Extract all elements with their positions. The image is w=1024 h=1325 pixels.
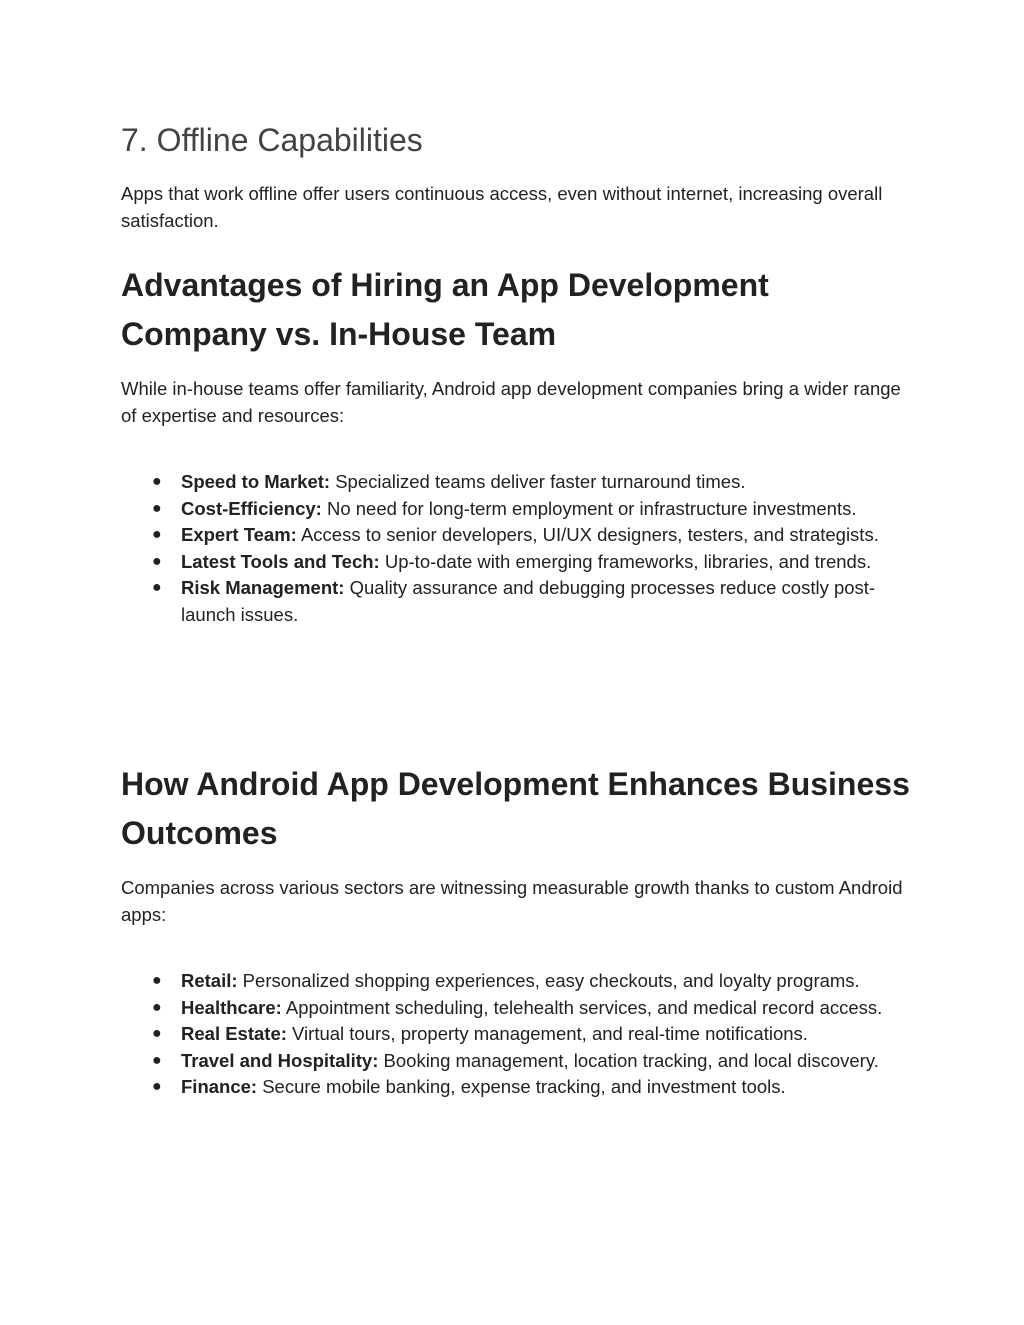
list-item: [121, 968, 911, 995]
list-item-term: Cost-Efficiency:: [181, 497, 322, 519]
list-item-term: Healthcare:: [181, 996, 282, 1018]
list-item-text: Virtual tours, property management, and real-time notifications.: [286, 1023, 808, 1044]
list-item-term: Latest Tools and Tech:: [181, 550, 380, 572]
outcomes-list: [121, 968, 911, 1101]
list-item-text: Up-to-date with emerging frameworks, libraries, and trends.: [379, 550, 872, 572]
advantages-intro: While in-house teams offer familiarity, Android app development companies bring a wider range of expertise and resources:: [121, 378, 901, 426]
list-item-term: Retail:: [181, 970, 238, 991]
list-item-text: Booking management, location tracking, and local discovery.: [378, 1049, 879, 1071]
bullet-icon: ●: [152, 998, 162, 1016]
list-item-text: No need for long-term employment or infrastructure investments.: [321, 497, 857, 519]
bullet-icon: ●: [152, 579, 162, 596]
list-item: [121, 1048, 911, 1075]
list-item: [121, 995, 911, 1022]
list-item-text: Personalized shopping experiences, easy checkouts, and loyalty programs.: [237, 970, 860, 991]
bullet-icon: ●: [152, 473, 162, 490]
list-item-text: Access to senior developers, UI/UX designers, testers, and strategists.: [296, 524, 879, 545]
list-item-term: Risk Management:: [181, 577, 345, 598]
list-item: [121, 549, 911, 576]
offline-capabilities-heading: 7. Offline Capabilities: [121, 122, 423, 158]
outcomes-intro: Companies across various sectors are witnessing measurable growth thanks to custom Android apps:: [121, 877, 903, 925]
list-item-term: Travel and Hospitality:: [181, 1049, 379, 1071]
list-item: [121, 1021, 911, 1048]
bullet-icon: ●: [152, 1025, 162, 1042]
outcomes-heading: How Android App Development Enhances Business Outcomes: [121, 766, 910, 851]
list-item: [121, 469, 911, 496]
list-item: [121, 575, 911, 628]
advantages-list: [121, 469, 911, 628]
list-item-text: Quality assurance and debugging processes reduce costly post-launch issues.: [181, 577, 876, 625]
bullet-icon: ●: [152, 972, 162, 989]
list-item-text: Appointment scheduling, telehealth services, and medical record access.: [281, 996, 883, 1018]
advantages-heading: Advantages of Hiring an App Development Company vs. In-House Team: [121, 267, 769, 352]
list-item: [121, 496, 911, 523]
list-item-text: Specialized teams deliver faster turnaround times.: [330, 471, 746, 492]
bullet-icon: ●: [152, 1078, 162, 1095]
offline-capabilities-text: Apps that work offline offer users continuous access, even without internet, increasing overall satisfaction.: [121, 183, 883, 231]
list-item: [121, 522, 911, 549]
bullet-icon: ●: [152, 1051, 162, 1069]
list-item-term: Expert Team:: [181, 524, 297, 545]
list-item-text: Secure mobile banking, expense tracking, and investment tools.: [257, 1076, 786, 1097]
list-item-term: Finance:: [181, 1076, 258, 1097]
list-item-term: Speed to Market:: [181, 471, 331, 492]
bullet-icon: ●: [152, 552, 162, 570]
list-item: [121, 1074, 911, 1101]
list-item-term: Real Estate:: [181, 1023, 287, 1044]
bullet-icon: ●: [152, 499, 162, 517]
bullet-icon: ●: [152, 526, 162, 543]
